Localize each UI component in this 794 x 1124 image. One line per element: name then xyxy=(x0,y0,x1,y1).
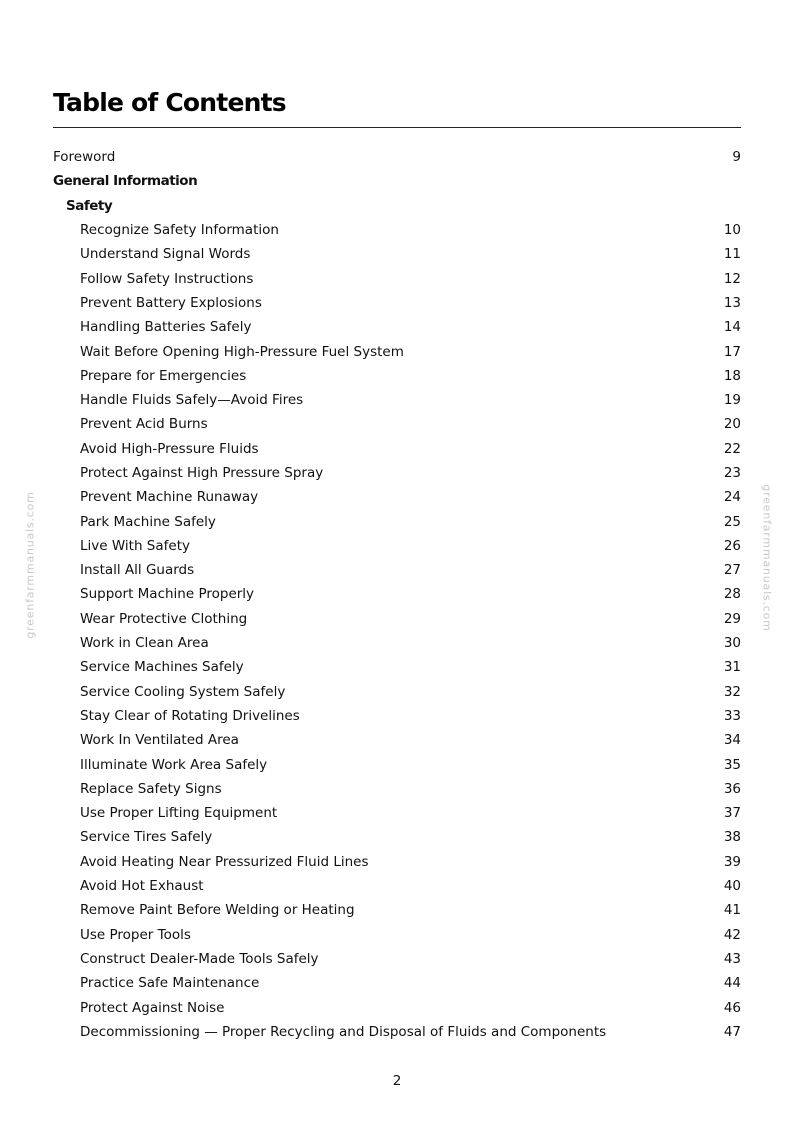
toc-entry[interactable] xyxy=(53,777,741,801)
toc-entry-page: 32 xyxy=(723,683,741,700)
toc-entry-label: Prevent Acid Burns xyxy=(80,416,208,433)
toc-entry[interactable] xyxy=(53,947,741,971)
toc-section-label: General Information xyxy=(53,173,198,190)
toc-entry[interactable] xyxy=(53,631,741,655)
toc-entry-page: 30 xyxy=(723,635,741,652)
toc-entry[interactable] xyxy=(53,995,741,1019)
toc-entry-page: 27 xyxy=(723,562,741,579)
toc-entry-label: Service Cooling System Safely xyxy=(80,683,286,700)
toc-entry[interactable] xyxy=(53,850,741,874)
toc-entry-label: Park Machine Safely xyxy=(80,513,216,530)
toc-subsection-safety xyxy=(53,194,741,218)
toc-entry-page: 43 xyxy=(723,950,741,967)
toc-entry[interactable] xyxy=(53,461,741,485)
toc-entry-page: 44 xyxy=(723,975,741,992)
toc-entry-label: Protect Against Noise xyxy=(80,999,225,1016)
toc-entry[interactable] xyxy=(53,364,741,388)
toc-entry[interactable] xyxy=(53,874,741,898)
toc-entry[interactable] xyxy=(53,680,741,704)
toc-entry[interactable] xyxy=(53,1020,741,1044)
toc-entry-label: Construct Dealer-Made Tools Safely xyxy=(80,950,319,967)
toc-entry-page: 24 xyxy=(723,489,741,506)
toc-entry-label: Support Machine Properly xyxy=(80,586,255,603)
toc-entry-page: 42 xyxy=(723,926,741,943)
toc-entry-label: Protect Against High Pressure Spray xyxy=(80,465,324,481)
toc-entry-label: Illuminate Work Area Safely xyxy=(80,756,268,773)
toc-entry-page: 10 xyxy=(723,222,741,239)
toc-entry[interactable] xyxy=(53,509,741,533)
toc-entry-label: Prepare for Emergencies xyxy=(80,367,247,384)
toc-entry-page: 35 xyxy=(723,756,741,773)
toc-entry[interactable] xyxy=(53,485,741,509)
toc-entry-page: 31 xyxy=(723,659,741,676)
toc-entry-page: 29 xyxy=(723,610,741,627)
toc-entry-label: Avoid Heating Near Pressurized Fluid Lines xyxy=(80,853,369,870)
toc-entry[interactable] xyxy=(53,825,741,849)
page-title: Table of Contents xyxy=(53,88,286,117)
toc-entry-page: 34 xyxy=(723,732,741,749)
toc-entry-label: Prevent Machine Runaway xyxy=(80,489,259,506)
toc-entry-label: Understand Signal Words xyxy=(80,246,251,263)
toc-entry-page: 40 xyxy=(723,878,741,895)
toc-entry-page: 19 xyxy=(723,392,741,409)
toc-entry-label: Practice Safe Maintenance xyxy=(80,975,260,992)
toc-entry-page: 25 xyxy=(723,513,741,530)
toc-entry-label: Replace Safety Signs xyxy=(80,780,222,797)
toc-entry-page: 11 xyxy=(723,246,741,263)
toc-entry-page: 46 xyxy=(723,999,741,1016)
toc-entry-page: 20 xyxy=(723,416,741,433)
toc-entry-label: Wait Before Opening High-Pressure Fuel System xyxy=(80,343,404,360)
toc-entry-label: Use Proper Lifting Equipment xyxy=(80,805,278,822)
toc-entry-page: 23 xyxy=(723,465,741,481)
toc-entry-label: Follow Safety Instructions xyxy=(80,270,254,287)
toc-entry[interactable] xyxy=(53,412,741,436)
toc-entry-page: 13 xyxy=(723,294,741,311)
toc-entry-label: Avoid High-Pressure Fluids xyxy=(80,440,259,457)
toc-entry-page: 37 xyxy=(723,805,741,822)
toc-entry-label: Wear Protective Clothing xyxy=(80,610,248,627)
toc-entry-label: Use Proper Tools xyxy=(80,926,191,943)
toc-entry-label: Decommissioning — Proper Recycling and Disposal of Fluids and Components xyxy=(80,1023,607,1040)
watermark-left: greenfarmmanuals.com xyxy=(23,491,37,639)
toc-entry[interactable] xyxy=(53,291,741,315)
toc-entry[interactable] xyxy=(53,315,741,339)
toc-entry-page: 33 xyxy=(723,707,741,724)
toc-entry[interactable] xyxy=(53,582,741,606)
title-divider xyxy=(53,127,741,128)
toc-entry[interactable] xyxy=(53,655,741,679)
toc-entry[interactable] xyxy=(53,218,741,242)
toc-entry-label: Avoid Hot Exhaust xyxy=(80,878,204,895)
toc-entry-label: Remove Paint Before Welding or Heating xyxy=(80,902,355,919)
toc-entry-label: Recognize Safety Information xyxy=(80,222,279,239)
toc-entry-label: Work In Ventilated Area xyxy=(80,732,239,749)
toc-section-general-information xyxy=(53,169,741,193)
toc-entry[interactable] xyxy=(53,752,741,776)
toc-entry[interactable] xyxy=(53,437,741,461)
toc-entry-label: Service Tires Safely xyxy=(80,829,213,846)
toc-subsection-label: Safety xyxy=(66,197,113,214)
toc-entry[interactable] xyxy=(53,971,741,995)
toc-entry-page: 22 xyxy=(723,440,741,457)
toc-entry-page: 47 xyxy=(723,1023,741,1040)
toc-entry-page: 39 xyxy=(723,853,741,870)
table-of-contents xyxy=(53,145,741,1044)
toc-entry-label: Handling Batteries Safely xyxy=(80,319,252,336)
toc-entry[interactable] xyxy=(53,898,741,922)
toc-entry-page: 17 xyxy=(723,343,741,360)
page-number: 2 xyxy=(392,1073,402,1089)
toc-entry[interactable] xyxy=(53,388,741,412)
toc-entry[interactable] xyxy=(53,558,741,582)
toc-entry-label: Service Machines Safely xyxy=(80,659,244,676)
toc-entry-foreword[interactable] xyxy=(53,145,741,169)
toc-entry[interactable] xyxy=(53,728,741,752)
toc-entry-label: Install All Guards xyxy=(80,562,195,579)
toc-entry-label: Work in Clean Area xyxy=(80,635,209,652)
toc-entry-label: Foreword xyxy=(53,149,116,166)
toc-entry-page: 38 xyxy=(723,829,741,846)
toc-entry-page: 14 xyxy=(723,319,741,336)
watermark-right: greenfarmmanuals.com xyxy=(760,484,774,632)
toc-entry-label: Handle Fluids Safely—Avoid Fires xyxy=(80,392,304,409)
toc-entry[interactable] xyxy=(53,534,741,558)
toc-entry[interactable] xyxy=(53,704,741,728)
toc-entry-page: 41 xyxy=(723,902,741,919)
toc-entry[interactable] xyxy=(53,266,741,290)
toc-entry[interactable] xyxy=(53,242,741,266)
toc-entry[interactable] xyxy=(53,801,741,825)
toc-entry-page: 18 xyxy=(723,367,741,384)
toc-entry[interactable] xyxy=(53,339,741,363)
toc-entry-label: Live With Safety xyxy=(80,537,190,554)
toc-entry-page: 12 xyxy=(723,270,741,287)
toc-entry-page: 26 xyxy=(723,537,741,554)
toc-entry[interactable] xyxy=(53,923,741,947)
toc-entry-page: 9 xyxy=(732,149,741,166)
toc-entry-label: Prevent Battery Explosions xyxy=(80,294,262,311)
toc-entry-page: 36 xyxy=(723,780,741,797)
toc-entry-label: Stay Clear of Rotating Drivelines xyxy=(80,707,300,724)
toc-entry[interactable] xyxy=(53,607,741,631)
toc-entry-page: 28 xyxy=(723,586,741,603)
